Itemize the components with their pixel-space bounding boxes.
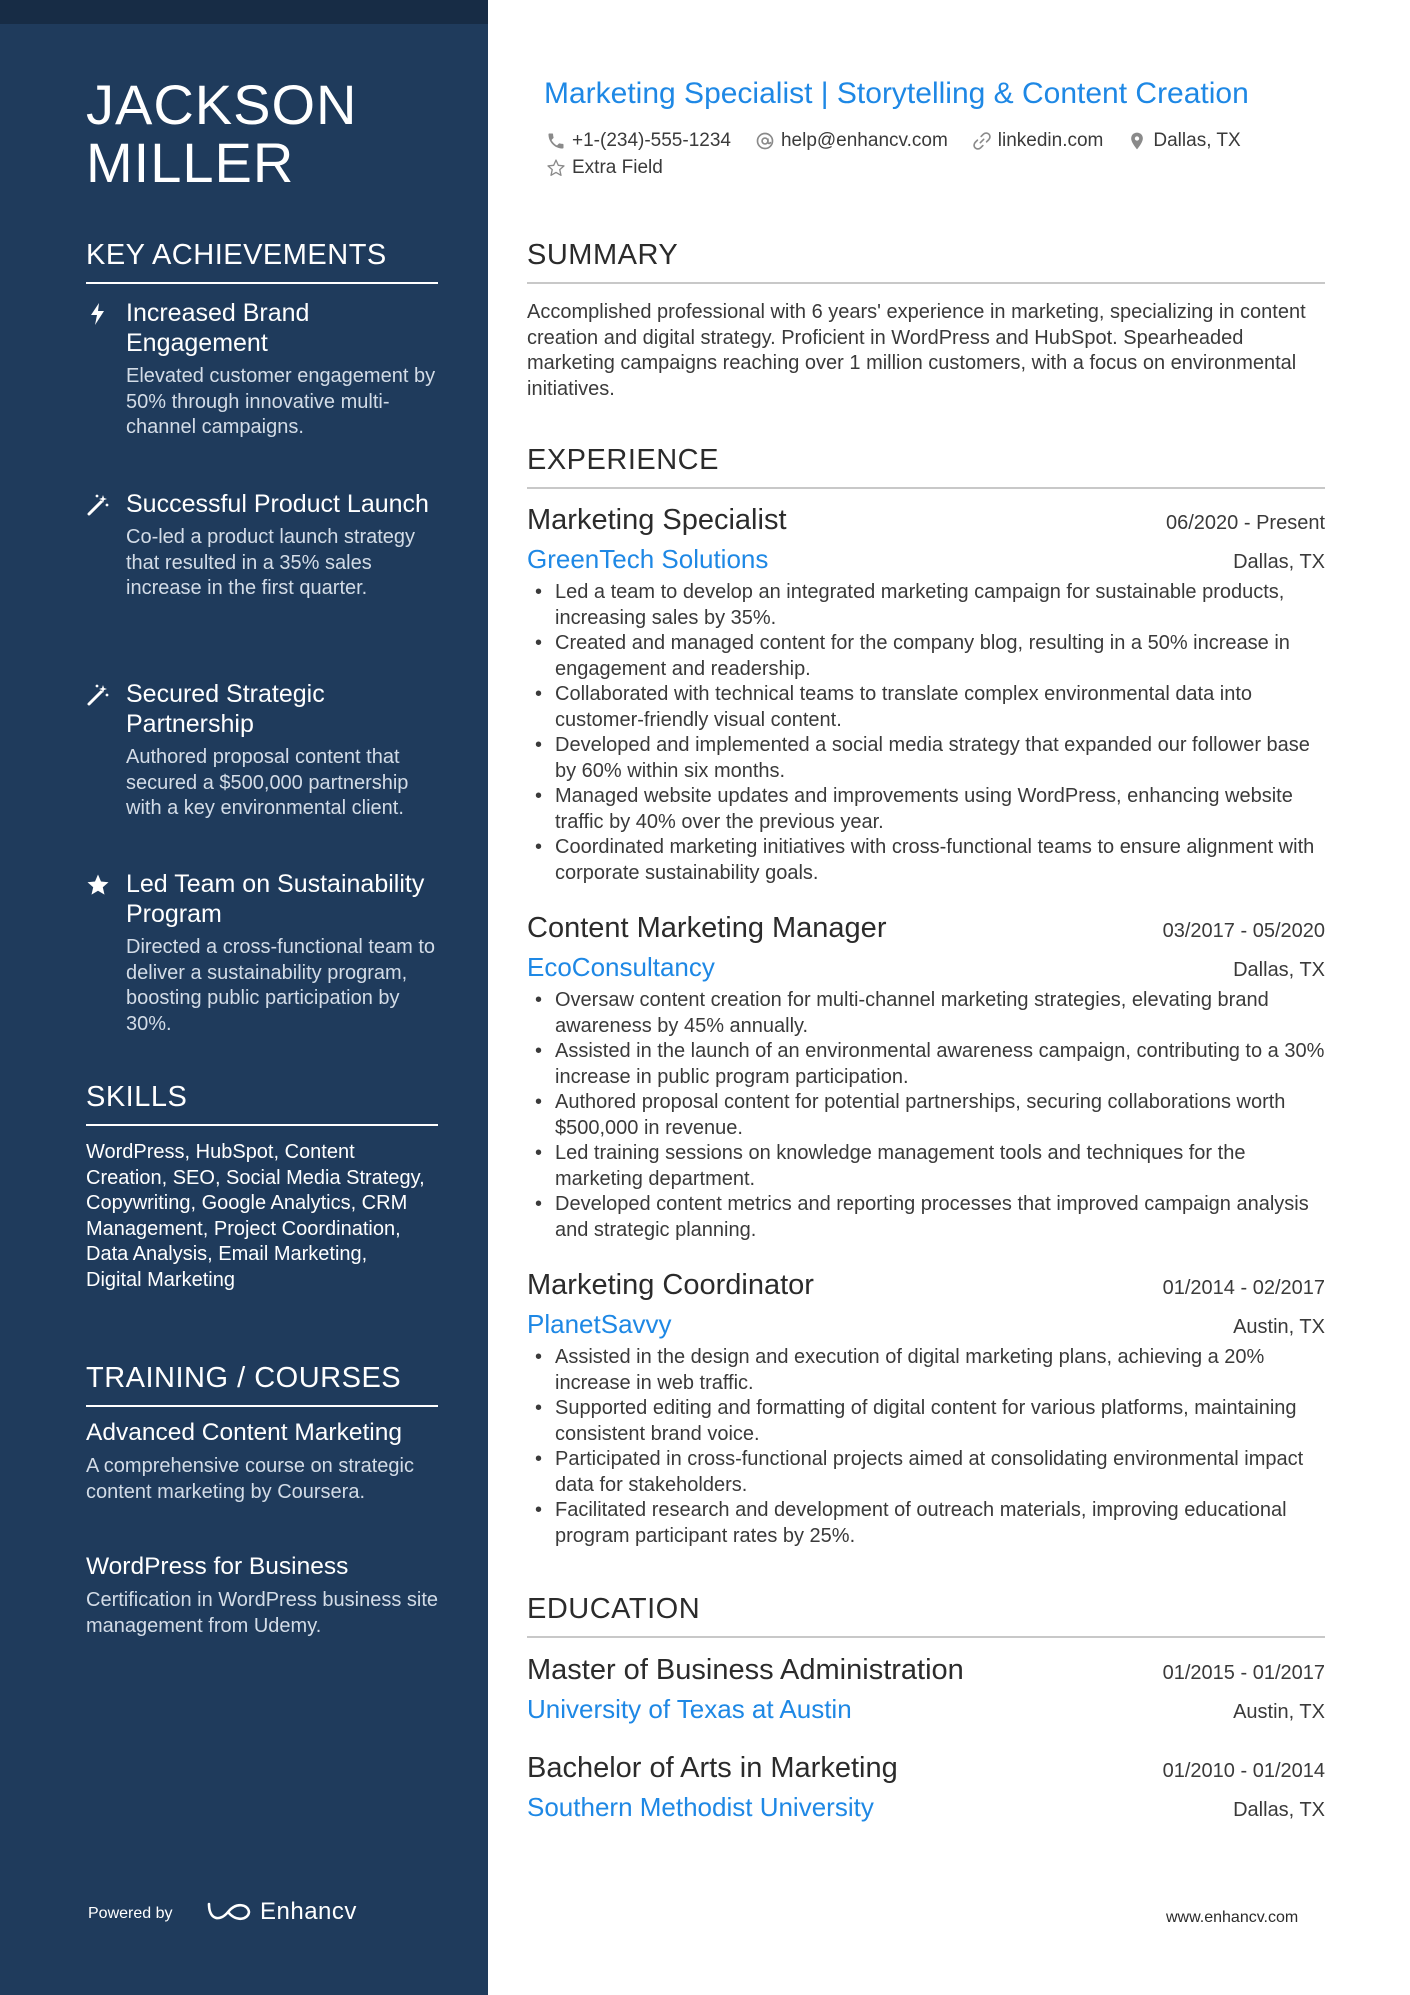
star-outline-icon — [546, 158, 566, 178]
education-entry — [527, 1750, 1325, 1824]
section-heading-achievements: KEY ACHIEVEMENTS — [86, 238, 438, 284]
list-item: • Created and managed content for the company blog, resulting in a 50% increase in engagement and readership. — [527, 631, 1325, 682]
company-name[interactable]: GreenTech Solutions — [527, 544, 769, 574]
enhancv-logo[interactable] — [206, 1898, 357, 1926]
contact-linkedin[interactable] — [972, 127, 1104, 154]
list-item: • Developed and implemented a social media strategy that expanded our follower base by 60% within six months. — [527, 733, 1325, 784]
list-item: • Facilitated research and development of outreach materials, improving educational program participant rates by 25%. — [527, 1498, 1325, 1549]
job-dates: 01/2014 - 02/2017 — [1162, 1277, 1325, 1299]
course-title: Advanced Content Marketing — [86, 1419, 402, 1446]
powered-by-label: Powered by — [88, 1905, 173, 1922]
contact-phone[interactable] — [546, 127, 731, 154]
job-title: Marketing Coordinator — [527, 1269, 814, 1301]
education-dates: 01/2010 - 01/2014 — [1162, 1760, 1325, 1782]
education-dates: 01/2015 - 01/2017 — [1162, 1662, 1325, 1684]
sidebar — [0, 0, 488, 1995]
contact-email[interactable] — [755, 127, 948, 154]
summary-text: Accomplished professional with 6 years' experience in marketing, specializing in content creation and digital strategy. Proficient in WordPress and HubSpot. Spearheaded marketing campaigns reaching over 1 million customers, with a focus on environmental initiatives. — [527, 301, 1306, 400]
education-location: Dallas, TX — [1233, 1799, 1325, 1821]
list-item: • Coordinated marketing initiatives with cross-functional teams to ensure alignment with corporate sustainability goals. — [527, 835, 1325, 886]
section-heading-education: EDUCATION — [527, 1592, 1325, 1638]
education-entry — [527, 1652, 1325, 1726]
education-location: Austin, TX — [1233, 1701, 1325, 1723]
achievement-description: Elevated customer engagement by 50% through innovative multi-channel campaigns. — [126, 365, 436, 438]
list-item: • Oversaw content creation for multi-channel marketing strategies, elevating brand awareness by 45% annually. — [527, 988, 1325, 1039]
section-heading-experience: EXPERIENCE — [527, 443, 1325, 489]
star-icon — [86, 873, 110, 897]
course-title: WordPress for Business — [86, 1553, 349, 1580]
job-dates: 03/2017 - 05/2020 — [1162, 920, 1325, 942]
achievement-title: Led Team on Sustainability Program — [126, 870, 425, 928]
job-bullets — [527, 580, 1325, 886]
achievement-description: Directed a cross-functional team to deliver a sustainability program, boosting public participation by 30%. — [126, 936, 436, 1035]
list-item: • Assisted in the design and execution of digital marketing plans, achieving a 20% increase in web traffic. — [527, 1345, 1325, 1396]
list-item: • Supported editing and formatting of digital content for various platforms, maintaining consistent brand voice. — [527, 1396, 1325, 1447]
company-name[interactable]: EcoConsultancy — [527, 952, 715, 982]
section-heading-summary: SUMMARY — [527, 238, 1325, 284]
magic-wand-icon — [86, 493, 110, 517]
job-location: Austin, TX — [1233, 1316, 1325, 1338]
list-item: • Collaborated with technical teams to translate complex environmental data into customer-friendly visual content. — [527, 682, 1325, 733]
achievement-item — [86, 679, 446, 822]
achievement-description: Authored proposal content that secured a $500,000 partnership with a key environmental client. — [126, 746, 409, 819]
contact-extra — [546, 154, 663, 181]
phone-icon — [546, 131, 566, 151]
job-bullets — [527, 1345, 1325, 1549]
school-name[interactable]: Southern Methodist University — [527, 1792, 874, 1822]
job-bullets — [527, 988, 1325, 1243]
headline: Marketing Specialist | Storytelling & Content Creation — [544, 77, 1249, 110]
list-item: • Led a team to develop an integrated marketing campaign for sustainable products, increasing sales by 35%. — [527, 580, 1325, 631]
achievement-title: Increased Brand Engagement — [126, 299, 310, 357]
enhancv-logo-icon — [206, 1898, 252, 1926]
course-item — [86, 1418, 446, 1505]
bolt-icon — [86, 302, 110, 326]
company-name[interactable]: PlanetSavvy — [527, 1309, 672, 1339]
sidebar-top-strip — [0, 0, 488, 24]
last-name: MILLER — [86, 131, 295, 194]
achievement-item — [86, 489, 446, 602]
first-name: JACKSON — [86, 73, 358, 136]
achievement-item — [86, 869, 446, 1037]
section-heading-training: TRAINING / COURSES — [86, 1361, 438, 1407]
job-location: Dallas, TX — [1233, 551, 1325, 573]
job-title: Marketing Specialist — [527, 504, 787, 536]
list-item: • Participated in cross-functional projects aimed at consolidating environmental impact data for stakeholders. — [527, 1447, 1325, 1498]
achievement-description: Co-led a product launch strategy that resulted in a 35% sales increase in the first quarter. — [126, 526, 416, 599]
contact-row — [546, 154, 1346, 181]
achievement-item — [86, 298, 446, 441]
course-description: Certification in WordPress business site management from Udemy. — [86, 1589, 438, 1637]
achievement-title: Successful Product Launch — [126, 490, 429, 518]
at-icon — [755, 131, 775, 151]
list-item: • Assisted in the launch of an environmental awareness campaign, contributing to a 30% increase in public program participation. — [527, 1039, 1325, 1090]
section-heading-skills: SKILLS — [86, 1080, 438, 1126]
location-pin-icon — [1127, 131, 1147, 151]
list-item: • Led training sessions on knowledge management tools and techniques for the marketing department. — [527, 1141, 1325, 1192]
extra-field-text: Extra Field — [572, 157, 663, 178]
magic-wand-icon — [86, 683, 110, 707]
list-item: • Managed website updates and improvements using WordPress, enhancing website traffic by 40% over the previous year. — [527, 784, 1325, 835]
link-icon — [972, 131, 992, 151]
course-item — [86, 1552, 446, 1639]
experience-entry — [527, 1267, 1325, 1549]
degree-title: Bachelor of Arts in Marketing — [527, 1752, 898, 1784]
experience-entry — [527, 502, 1325, 886]
degree-title: Master of Business Administration — [527, 1654, 964, 1686]
contact-row — [546, 127, 1346, 154]
job-dates: 06/2020 - Present — [1166, 512, 1325, 534]
job-title: Content Marketing Manager — [527, 912, 887, 944]
school-name[interactable]: University of Texas at Austin — [527, 1694, 852, 1724]
experience-entry — [527, 910, 1325, 1243]
course-description: A comprehensive course on strategic content marketing by Coursera. — [86, 1455, 414, 1503]
location-text: Dallas, TX — [1153, 130, 1241, 151]
linkedin-url: linkedin.com — [997, 130, 1104, 151]
contact-info — [546, 127, 1346, 181]
job-location: Dallas, TX — [1233, 959, 1325, 981]
list-item: • Authored proposal content for potential partnerships, securing collaborations worth $500,000 in revenue. — [527, 1090, 1325, 1141]
contact-location — [1127, 127, 1240, 154]
achievement-title: Secured Strategic Partnership — [126, 680, 325, 738]
list-item: • Developed content metrics and reporting processes that improved campaign analysis and strategic planning. — [527, 1192, 1325, 1243]
phone-number: +1-(234)-555-1234 — [572, 130, 731, 151]
enhancv-brand-name: Enhancv — [260, 1898, 357, 1925]
skills-list: WordPress, HubSpot, Content Creation, SEO, Social Media Strategy, Copywriting, Google Analytics, CRM Management, Project Coordination, Data Analysis, Email Marketing, Digital Marketing — [86, 1141, 425, 1291]
candidate-name — [86, 73, 466, 194]
email-address: help@enhancv.com — [780, 130, 948, 151]
footer-website-link[interactable]: www.enhancv.com — [1166, 1909, 1299, 1926]
